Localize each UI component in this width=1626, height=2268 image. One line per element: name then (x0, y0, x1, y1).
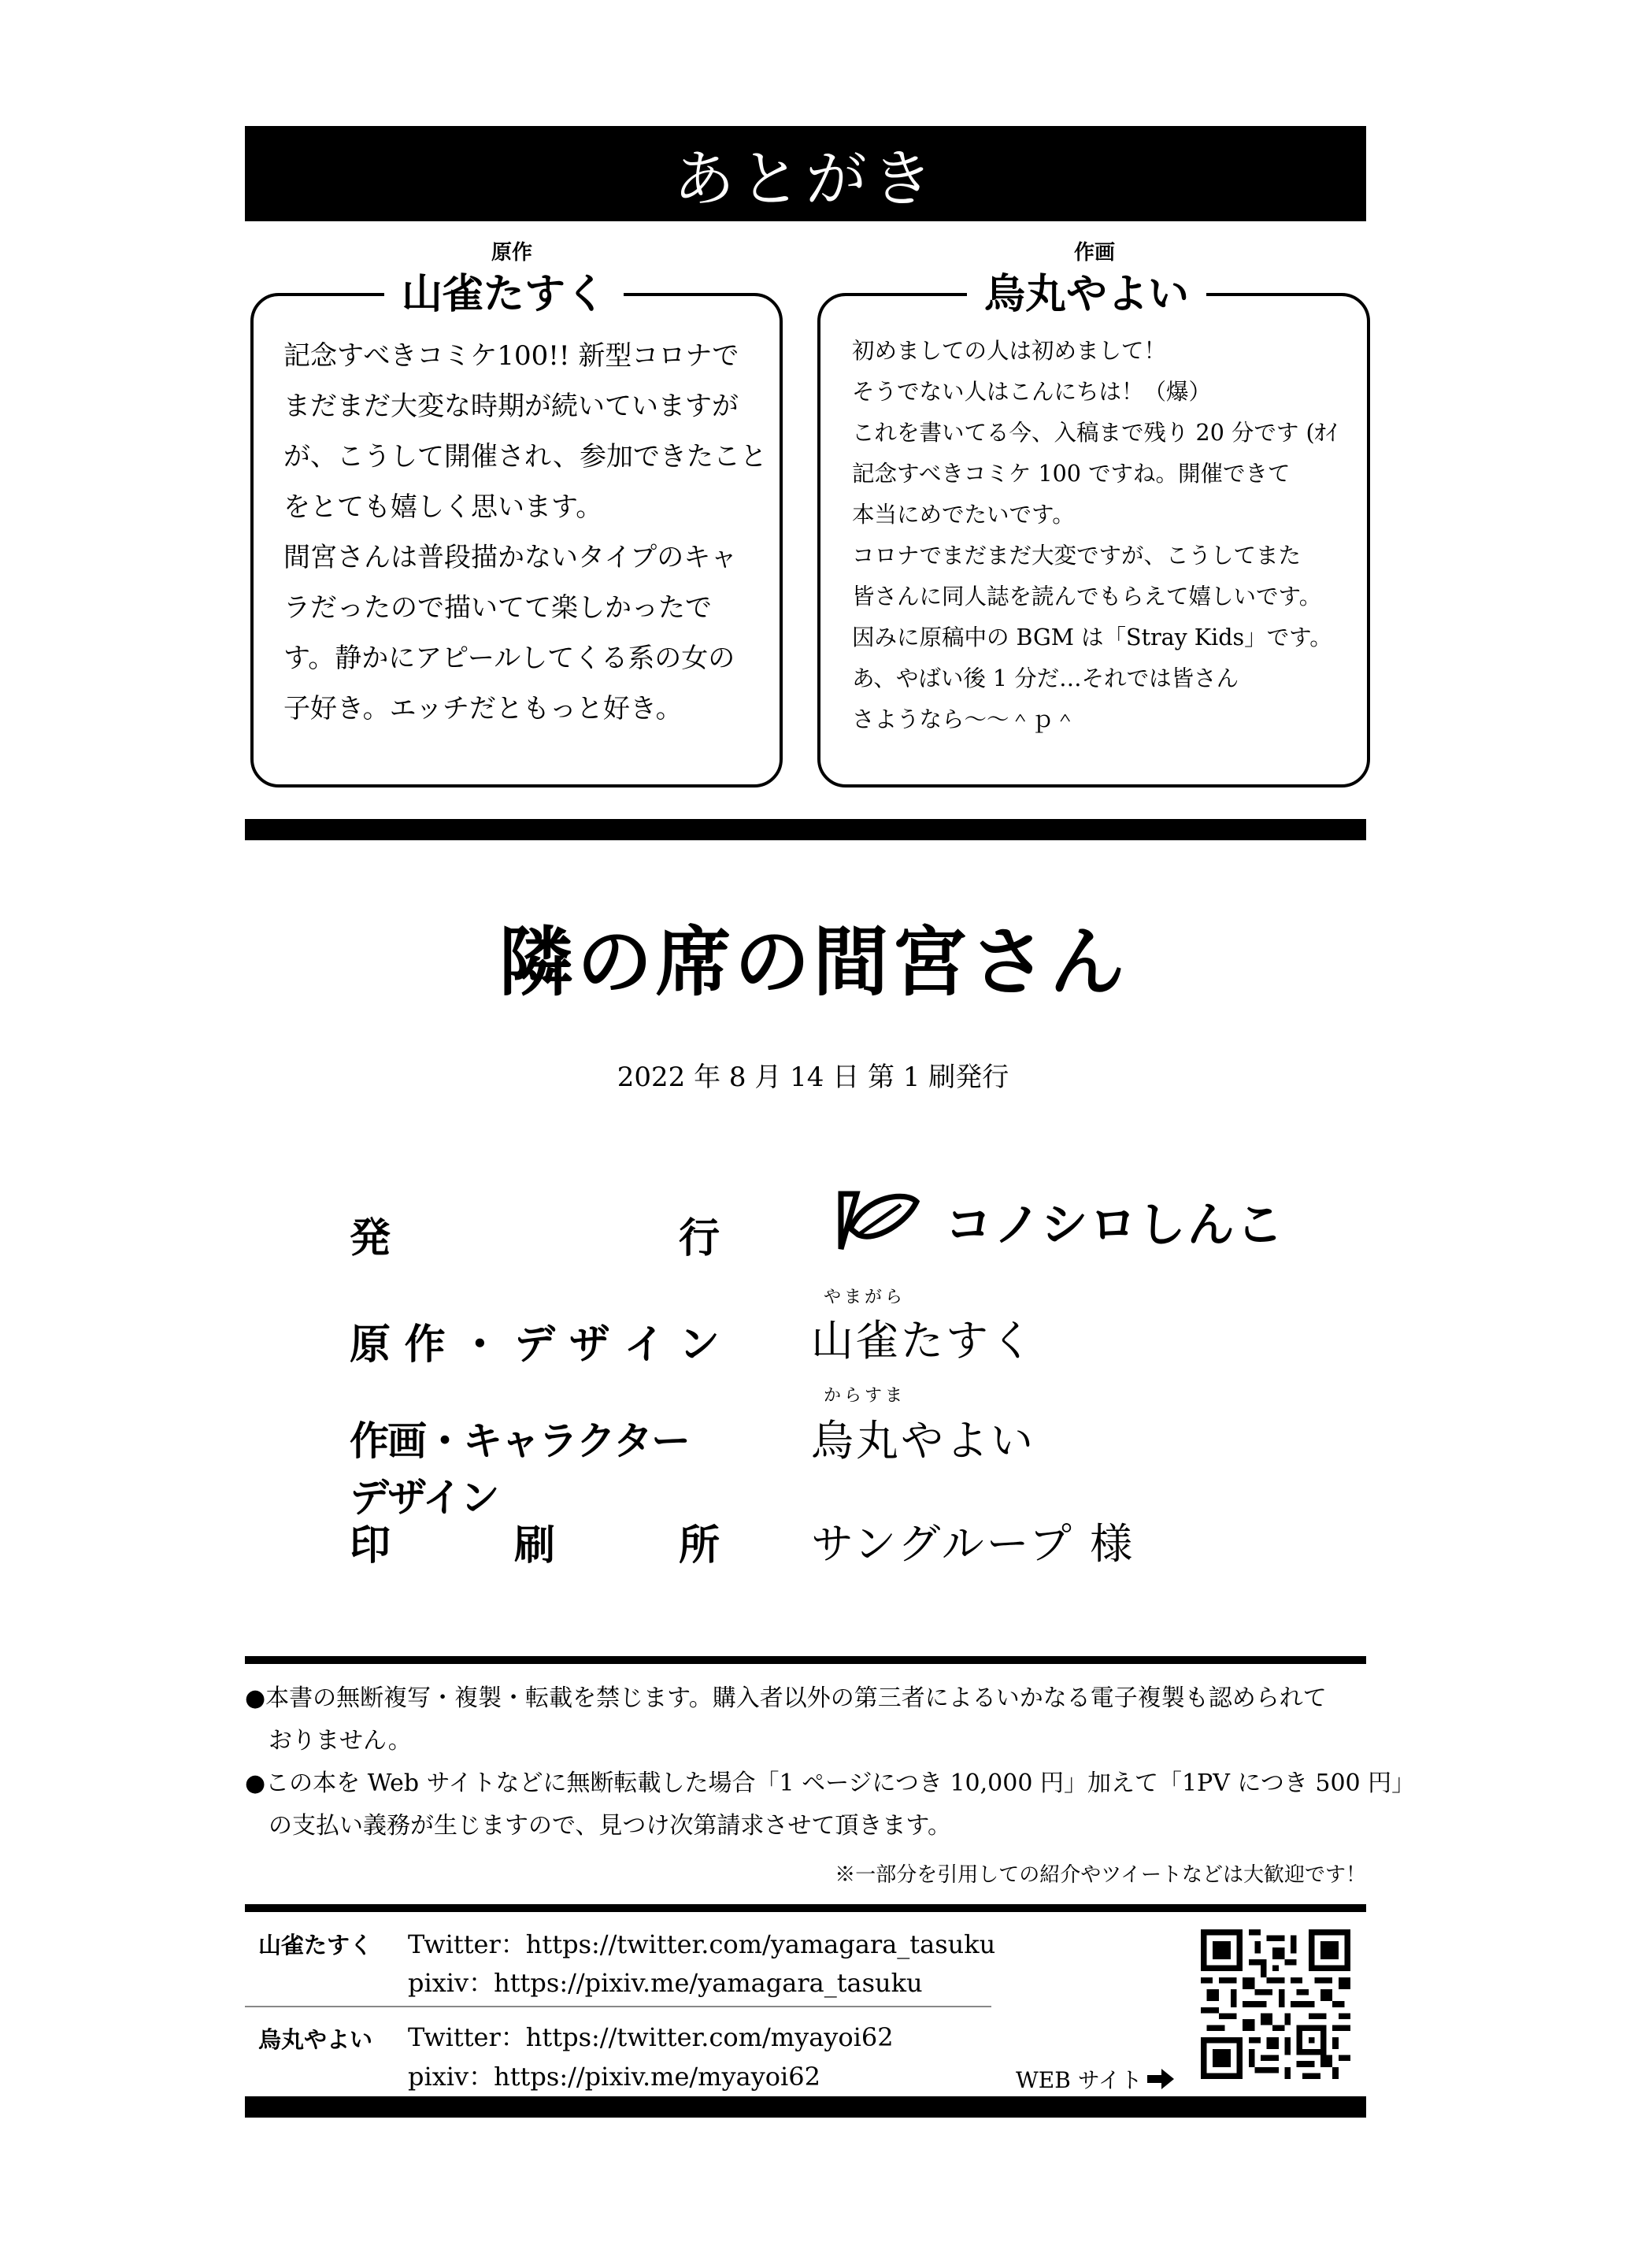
right-role-label: 作画 (1073, 241, 1115, 265)
sns-top-rule (245, 1904, 1366, 1912)
credit-label-art-character: 作画・キャラクターデザイン (350, 1418, 689, 1521)
notice-top-rule (245, 1656, 1366, 1664)
book-title: 隣の席の間宮さん (498, 917, 1128, 1006)
sns-name-karasuma: 烏丸やよい (258, 2026, 373, 2053)
credit-value-art-character: 烏丸やよい (811, 1416, 1035, 1466)
ruby-karasuma: からすま (824, 1386, 906, 1406)
pen-logo-icon (835, 1188, 923, 1255)
left-role-label: 原作 (491, 241, 532, 265)
credit-value-printer: サングループ 様 (811, 1519, 1135, 1569)
publisher-logo (835, 1188, 1285, 1255)
sns-pixiv-yamagara[interactable]: pixiv：https://pixiv.me/yamagara_tasuku (408, 1968, 923, 1998)
right-author-name: 烏丸やよい (967, 265, 1206, 324)
sns-twitter-karasuma[interactable]: Twitter：https://twitter.com/myayoi62 (408, 2022, 894, 2052)
publisher-name: コノシロしんこ (945, 1198, 1285, 1253)
sns-twitter-yamagara[interactable]: Twitter：https://twitter.com/yamagara_tasuku (408, 1929, 996, 1959)
credit-label-printer: 印 刷 所 (350, 1521, 720, 1569)
afterword-header (245, 126, 1366, 221)
sns-name-yamagara: 山雀たすく (258, 1932, 373, 1959)
notice-text: ●本書の無断複写・複製・転載を禁じます。購入者以外の第三者によるいかなる電子複製も認められて おりません。 ●この本を Web サイトなどに無断転載した場合「1 ページにつき 10,000 円」加えて「1PV につき 500 円」 の支払い義務が生じますので、見つけ次第請求させて頂きます。 (245, 1684, 1416, 1840)
section-divider (245, 819, 1366, 840)
quote-note: ※一部分を引用しての紹介やツイートなどは大歓迎です！ (835, 1863, 1366, 1887)
left-author-name: 山雀たすく (384, 265, 624, 324)
qr-code-icon[interactable] (1201, 1929, 1350, 2079)
sns-pixiv-karasuma[interactable]: pixiv：https://pixiv.me/myayoi62 (408, 2062, 820, 2092)
web-site-label: WEB サイト (1016, 2067, 1143, 2093)
afterword-title: あとがき (672, 143, 938, 215)
left-afterword-text: 記念すべきコミケ100!! 新型コロナで まだまだ大変な時期が続いていますが が、こうして開催され、参加できたこと をとても嬉しく思います。 間宮さんは普段描かないタイプのキャ ラだったので描いてて楽しかったで す。静かにアピールしてくる系の女の 子好き。エッチだともっと好き。 (283, 340, 768, 724)
credit-label-original-design: 原 作 ・ デ ザ イ ン (350, 1321, 720, 1369)
web-site-link[interactable] (1016, 2063, 1174, 2095)
page-bottom-rule (245, 2096, 1366, 2118)
publication-date: 2022 年 8 月 14 日 第 1 刷発行 (617, 1062, 1009, 1093)
credit-value-original-design: 山雀たすく (811, 1316, 1035, 1366)
sns-divider (245, 2006, 991, 2007)
arrow-right-icon (1147, 2069, 1174, 2089)
credit-label-publisher: 発 行 (350, 1214, 720, 1262)
right-afterword-text: 初めましての人は初めまして！ そうでない人はこんにちは！（爆） これを書いてる今、入稿まで残り 20 分です (ｵｲ 記念すべきコミケ 100 ですね。開催できて 本当にめでたいです。 コロナでまだまだ大変ですが、こうしてまた 皆さんに同人誌を読んでもらえて嬉しいです。 因みに原稿中の BGM は「Stray Kids」です。 あ、やばい後 1 分だ…それでは皆さん さようなら～～＾ｐ＾ (852, 338, 1338, 732)
ruby-yamagara: やまがら (824, 1288, 906, 1307)
